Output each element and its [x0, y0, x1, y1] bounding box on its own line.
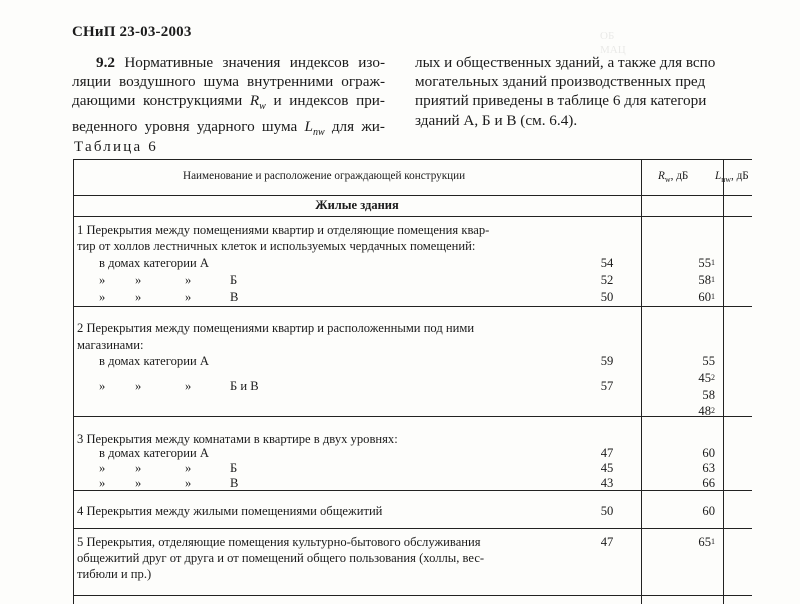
row-5-rw: 47 — [600, 535, 614, 549]
table-column-divider — [641, 159, 642, 604]
row-2a-rw: 59 — [600, 354, 614, 368]
row-2-title-cont: магазинами: — [77, 338, 144, 352]
table-column-divider — [723, 159, 724, 604]
row-3c-lnw: 66 — [702, 476, 715, 490]
row-3-sub-c: » » » В — [99, 476, 239, 490]
row-1-title-cont: тир от холлов лестничных клеток и используемых чердачных помещений: — [77, 239, 476, 253]
row-1a-rw: 54 — [600, 256, 614, 270]
paragraph-left — [96, 53, 385, 72]
row-3c-rw: 43 — [600, 476, 614, 490]
table-row-divider — [73, 528, 752, 529]
table-row-divider — [73, 216, 752, 217]
table-row-divider — [73, 306, 752, 307]
row-3-sub-b: » » » Б — [99, 461, 238, 475]
document-code: СНиП 23-03-2003 — [72, 24, 192, 40]
paragraph-left-line-4: веденного уровня ударного шума $L_{nw}$ для жи- — [72, 117, 385, 138]
row-2-sub-bv: » » » Б и В — [99, 379, 259, 393]
row-3a-rw: 47 — [600, 446, 614, 460]
row-1c-lnw: $60^1$ — [698, 290, 715, 304]
row-5-lnw: $65^1$ — [698, 535, 715, 549]
header-rw: $R_w$, дБ — [658, 170, 689, 185]
row-1-sub-a: в домах категории А — [99, 256, 209, 270]
table-border-left — [73, 159, 74, 604]
clause-number: 9.2 — [96, 54, 115, 71]
row-4-lnw: 60 — [702, 504, 715, 518]
paragraph-left-line-2: ляции воздушного шума внутренними ограж- — [72, 73, 385, 91]
header-lnw: $L_{nw}$, дБ — [715, 170, 749, 185]
row-3b-rw: 45 — [600, 461, 614, 475]
paragraph-left-line-3: дающими конструкциями $R_w$ и индексов при- — [72, 92, 385, 113]
table-row-divider — [73, 595, 752, 596]
row-3-sub-a: в домах категории А — [99, 446, 209, 460]
header-name: Наименование и расположение ограждающей конструкции — [183, 170, 466, 182]
row-2a-lnw: 55 — [702, 354, 715, 368]
paragraph-right — [415, 53, 753, 130]
paragraph-left-line-1: 9.2 Нормативные значения индексов изо- — [96, 54, 385, 71]
table-row-divider — [73, 490, 752, 491]
row-2bv-lnw-1: $45^2$ — [698, 371, 715, 385]
row-1a-lnw: $55^1$ — [698, 256, 715, 270]
row-3-title: 3 Перекрытия между комнатами в квартире в двух уровнях: — [77, 432, 398, 446]
bleed-through-text: ОБ МАЦ — [600, 30, 626, 56]
table-border-top — [73, 159, 752, 160]
row-2bv-rw: 57 — [600, 379, 614, 393]
row-1b-lnw: $58^1$ — [698, 273, 715, 287]
row-1c-rw: 50 — [600, 290, 614, 304]
row-5-title: 5 Перекрытия, отделяющие помещения культурно-бытового обслуживания — [77, 535, 481, 549]
row-4-title: 4 Перекрытия между жилыми помещениями общежитий — [77, 504, 383, 518]
row-1b-rw: 52 — [600, 273, 614, 287]
table-row-divider — [73, 416, 752, 417]
table-row-divider — [73, 195, 752, 196]
row-2-sub-a: в домах категории А — [99, 354, 209, 368]
section-heading-residential: Жилые здания — [315, 198, 399, 212]
row-1-sub-b: » » » Б — [99, 273, 238, 287]
row-1-title: 1 Перекрытия между помещениями квартир и отделяющие помещения квар- — [77, 223, 490, 237]
row-5-title-cont-2: тибюли и пр.) — [77, 567, 152, 581]
row-2bv-lnw-3: $48^2$ — [698, 404, 715, 418]
paragraph-right-line-2: могательных зданий производственных пред — [415, 73, 706, 91]
norms-table — [73, 159, 752, 604]
row-3b-lnw: 63 — [702, 461, 715, 475]
table-caption: Таблица 6 — [74, 139, 158, 155]
paragraph-left-body — [72, 72, 385, 142]
row-3a-lnw: 60 — [702, 446, 715, 460]
row-1-sub-c: » » » В — [99, 290, 239, 304]
paragraph-right-line-4: зданий А, Б и В (см. 6.4). — [415, 111, 578, 129]
row-5-title-cont: общежитий друг от друга и от помещений общего пользования (холлы, вес- — [77, 551, 485, 565]
paragraph-right-line-1: лых и общественных зданий, а также для вспо — [415, 54, 716, 71]
row-2bv-lnw-2: 58 — [702, 388, 715, 402]
row-2-title: 2 Перекрытия между помещениями квартир и расположенными под ними — [77, 321, 475, 335]
paragraph-right-line-3: приятий приведены в таблице 6 для категори — [415, 92, 707, 110]
row-4-rw: 50 — [600, 504, 614, 518]
